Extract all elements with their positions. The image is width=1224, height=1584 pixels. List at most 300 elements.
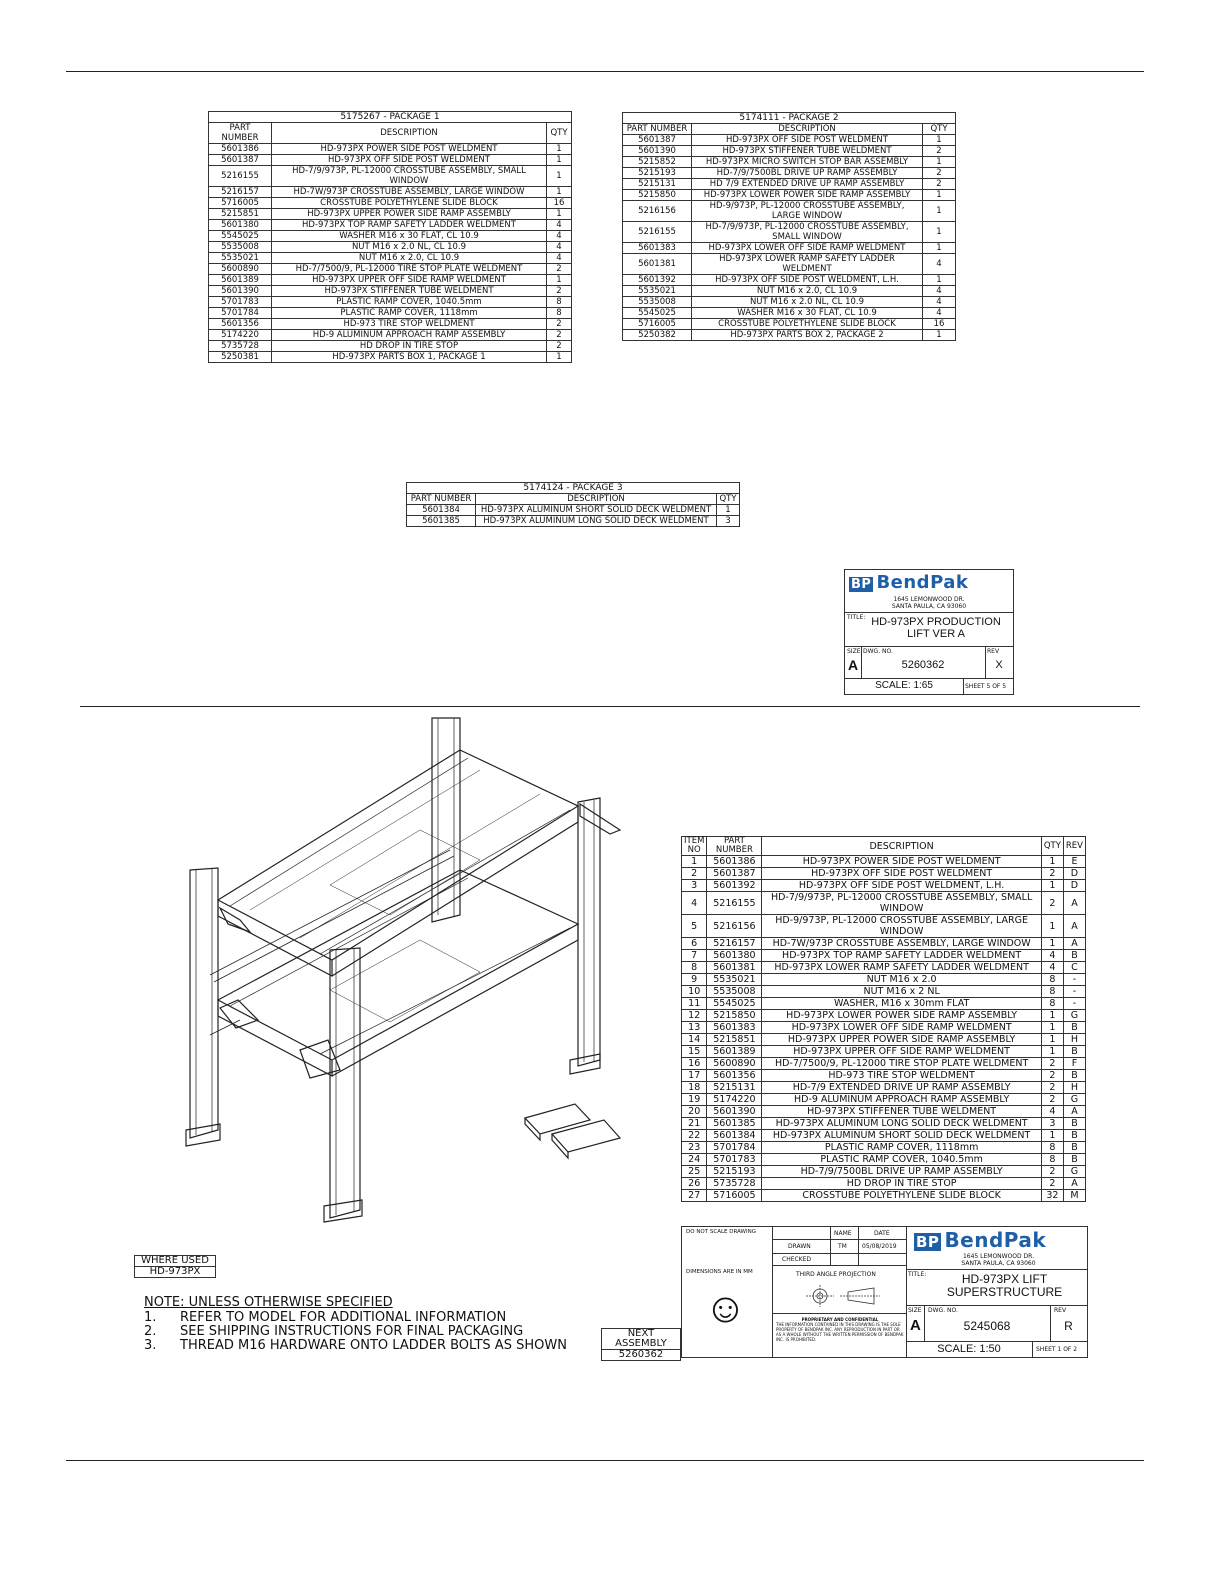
table-cell: HD-9/973P, PL-12000 CROSSTUBE ASSEMBLY, LARGE WINDOW <box>692 201 923 222</box>
table-row <box>682 938 1086 950</box>
table-cell: 5216156 <box>707 915 762 938</box>
table-cell: 5701783 <box>209 297 272 308</box>
middle-rule <box>80 706 1140 707</box>
table-cell: 16 <box>682 1058 707 1070</box>
table-cell: B <box>1063 950 1085 962</box>
table-cell: WASHER, M16 x 30mm FLAT <box>762 998 1041 1010</box>
table-cell: 8 <box>1041 986 1063 998</box>
table-cell: 2 <box>682 868 707 880</box>
table-cell: 1 <box>547 275 572 286</box>
drawing-title-line-1: HD-973PX PRODUCTION <box>871 616 1001 628</box>
table-cell: G <box>1063 1094 1085 1106</box>
note-number: 1. <box>144 1310 157 1325</box>
table-cell: 5601380 <box>209 220 272 231</box>
table-cell: 8 <box>1041 1142 1063 1154</box>
table-cell: 4 <box>1041 962 1063 974</box>
table-cell: A <box>1063 1106 1085 1118</box>
table-cell: D <box>1063 880 1085 892</box>
table-cell: HD-973PX OFF SIDE POST WELDMENT <box>762 868 1041 880</box>
table-cell: A <box>1063 892 1085 915</box>
table-cell: 8 <box>682 962 707 974</box>
table-cell: NUT M16 x 2.0, CL 10.9 <box>272 253 547 264</box>
table-cell: 5601387 <box>623 135 692 146</box>
table-cell: 1 <box>923 243 956 254</box>
table-cell: 8 <box>547 297 572 308</box>
table-cell: 5216157 <box>209 187 272 198</box>
drawn-label: DRAWN <box>788 1243 811 1250</box>
table-cell: 1 <box>547 187 572 198</box>
table-cell: 25 <box>682 1166 707 1178</box>
table-cell: 1 <box>923 135 956 146</box>
table-cell: HD-7W/973P CROSSTUBE ASSEMBLY, LARGE WINDOW <box>762 938 1041 950</box>
table-cell: 5250382 <box>623 330 692 341</box>
col-qty: QTY <box>717 494 740 505</box>
note-text: SEE SHIPPING INSTRUCTIONS FOR FINAL PACKAGING <box>180 1324 524 1339</box>
table-row <box>623 330 956 341</box>
table-row <box>209 220 572 231</box>
drawn-name: TM <box>838 1243 847 1250</box>
table-cell: 1 <box>1041 1010 1063 1022</box>
table-cell: 11 <box>682 998 707 1010</box>
table-cell: 1 <box>547 155 572 166</box>
table-row <box>623 168 956 179</box>
table-cell: 1 <box>923 222 956 243</box>
table-cell: CROSSTUBE POLYETHYLENE SLIDE BLOCK <box>692 319 923 330</box>
address-line-1: 1645 LEMONWOOD DR. <box>962 1253 1035 1260</box>
col-description: DESCRIPTION <box>476 494 717 505</box>
table-cell: 26 <box>682 1178 707 1190</box>
table-cell: HD-973PX ALUMINUM LONG SOLID DECK WELDMENT <box>762 1118 1041 1130</box>
col-part-number: PART NUMBER <box>209 123 272 144</box>
table-cell: 5535008 <box>209 242 272 253</box>
table-cell: HD-973PX PARTS BOX 2, PACKAGE 2 <box>692 330 923 341</box>
table-cell: HD-973PX UPPER POWER SIDE RAMP ASSEMBLY <box>272 209 547 220</box>
table-cell: HD-973PX LOWER POWER SIDE RAMP ASSEMBLY <box>692 190 923 201</box>
table-cell: 1 <box>1041 880 1063 892</box>
table-cell: - <box>1063 986 1085 998</box>
dwg-no-value: 5260362 <box>901 659 945 671</box>
table-cell: A <box>1063 915 1085 938</box>
table-cell: D <box>1063 868 1085 880</box>
table-cell: HD-973PX MICRO SWITCH STOP BAR ASSEMBLY <box>692 157 923 168</box>
table-cell: 21 <box>682 1118 707 1130</box>
next-assembly-value: 5260362 <box>602 1350 681 1361</box>
table-row <box>682 1118 1086 1130</box>
table-cell: HD-973PX OFF SIDE POST WELDMENT, L.H. <box>692 275 923 286</box>
dwg-no-value: 5245068 <box>963 1319 1011 1333</box>
table-cell: 2 <box>547 330 572 341</box>
table-cell: G <box>1063 1010 1085 1022</box>
table-cell: 2 <box>547 341 572 352</box>
table-cell: 5601383 <box>707 1022 762 1034</box>
table-cell: 3 <box>717 516 740 527</box>
next-assembly-label: NEXT ASSEMBLY <box>602 1329 681 1350</box>
table-cell: B <box>1063 1118 1085 1130</box>
table-cell: 5535021 <box>209 253 272 264</box>
package-3-title: 5174124 - PACKAGE 3 <box>407 483 740 494</box>
table-row <box>682 1166 1086 1178</box>
table-cell: 9 <box>682 974 707 986</box>
table-cell: 5601392 <box>623 275 692 286</box>
table-cell: 1 <box>547 166 572 187</box>
size-label: SIZE <box>908 1307 922 1314</box>
note-number: 3. <box>144 1338 157 1353</box>
table-cell: 18 <box>682 1082 707 1094</box>
table-cell: 5215193 <box>707 1166 762 1178</box>
table-row <box>209 264 572 275</box>
table-cell: 5216156 <box>623 201 692 222</box>
table-cell: 16 <box>547 198 572 209</box>
table-cell: 19 <box>682 1094 707 1106</box>
table-row <box>407 516 740 527</box>
table-cell: 2 <box>1041 1166 1063 1178</box>
table-row <box>209 242 572 253</box>
col-rev: REV <box>1063 837 1085 856</box>
table-cell: 15 <box>682 1046 707 1058</box>
table-cell: 4 <box>923 308 956 319</box>
table-cell: 5535008 <box>623 297 692 308</box>
table-cell: 1 <box>1041 1034 1063 1046</box>
table-cell: 5735728 <box>209 341 272 352</box>
sheet-value: SHEET 5 OF 5 <box>965 683 1007 690</box>
table-row <box>623 201 956 222</box>
table-cell: 1 <box>923 190 956 201</box>
table-cell: 5545025 <box>707 998 762 1010</box>
table-cell: HD-973PX ALUMINUM SHORT SOLID DECK WELDMENT <box>476 505 717 516</box>
table-row <box>623 275 956 286</box>
note-text: REFER TO MODEL FOR ADDITIONAL INFORMATION <box>180 1310 507 1325</box>
table-cell: HD-973PX OFF SIDE POST WELDMENT <box>692 135 923 146</box>
table-cell: HD-973PX OFF SIDE POST WELDMENT <box>272 155 547 166</box>
table-cell: 2 <box>1041 1058 1063 1070</box>
table-cell: 5601381 <box>707 962 762 974</box>
table-cell: 6 <box>682 938 707 950</box>
title-label: TITLE: <box>908 1271 927 1278</box>
table-cell: 4 <box>682 892 707 915</box>
table-row <box>682 856 1086 868</box>
table-cell: 2 <box>1041 1070 1063 1082</box>
table-row <box>682 1130 1086 1142</box>
table-cell: 1 <box>1041 1130 1063 1142</box>
rev-value: R <box>1064 1319 1073 1333</box>
table-cell: HD-973PX LOWER POWER SIDE RAMP ASSEMBLY <box>762 1010 1041 1022</box>
table-cell: 5 <box>682 915 707 938</box>
col-part-number: PART NUMBER <box>623 124 692 135</box>
rev-label: REV <box>987 648 1000 655</box>
name-label: NAME <box>834 1230 852 1237</box>
scale-value: SCALE: 1:65 <box>875 680 933 691</box>
package-2-table <box>622 112 956 341</box>
table-cell: 1 <box>1041 938 1063 950</box>
table-cell: HD-973PX TOP RAMP SAFETY LADDER WELDMENT <box>762 950 1041 962</box>
table-cell: A <box>1063 1178 1085 1190</box>
table-cell: 5216155 <box>209 166 272 187</box>
table-row <box>682 1142 1086 1154</box>
table-row <box>682 1082 1086 1094</box>
next-assembly-table <box>601 1328 681 1361</box>
table-cell: 5545025 <box>623 308 692 319</box>
package-2-title: 5174111 - PACKAGE 2 <box>623 113 956 124</box>
table-cell: HD-7/9/973P, PL-12000 CROSSTUBE ASSEMBLY, SMALL WINDOW <box>692 222 923 243</box>
table-row <box>209 155 572 166</box>
col-description: DESCRIPTION <box>762 837 1041 856</box>
table-cell: 1 <box>717 505 740 516</box>
address-line-1: 1645 LEMONWOOD DR. <box>893 596 965 603</box>
table-row <box>682 1094 1086 1106</box>
bendpak-logo-text: BendPak <box>876 572 969 593</box>
table-cell: HD-973PX LOWER OFF SIDE RAMP WELDMENT <box>692 243 923 254</box>
table-cell: WASHER M16 x 30 FLAT, CL 10.9 <box>692 308 923 319</box>
table-row <box>209 308 572 319</box>
item-bom-table <box>681 836 1086 1202</box>
table-cell: 5216155 <box>707 892 762 915</box>
table-row <box>682 880 1086 892</box>
table-cell: 1 <box>923 201 956 222</box>
table-cell: 2 <box>923 146 956 157</box>
table-cell: 4 <box>547 231 572 242</box>
note-item <box>144 1339 567 1353</box>
package-1-title: 5175267 - PACKAGE 1 <box>209 112 572 123</box>
table-cell: M <box>1063 1190 1085 1202</box>
table-row <box>209 187 572 198</box>
table-cell: HD-7/9/973P, PL-12000 CROSSTUBE ASSEMBLY, SMALL WINDOW <box>272 166 547 187</box>
table-row <box>682 1154 1086 1166</box>
table-cell: PLASTIC RAMP COVER, 1118mm <box>762 1142 1041 1154</box>
title-label: TITLE: <box>847 614 866 621</box>
package-3-rows <box>407 505 740 527</box>
table-cell: HD-9 ALUMINUM APPROACH RAMP ASSEMBLY <box>272 330 547 341</box>
dimensions-note: DIMENSIONS ARE IN MM <box>686 1269 753 1275</box>
table-cell: 2 <box>547 319 572 330</box>
item-bom-rows <box>682 856 1086 1202</box>
rev-value: X <box>995 659 1003 671</box>
smiley-icon: ☺ <box>704 1284 747 1331</box>
table-cell: 5215131 <box>707 1082 762 1094</box>
table-row <box>682 1178 1086 1190</box>
table-cell: 5215850 <box>623 190 692 201</box>
table-cell: 8 <box>1041 998 1063 1010</box>
table-cell: HD-7/7500/9, PL-12000 TIRE STOP PLATE WELDMENT <box>272 264 547 275</box>
table-row <box>682 1046 1086 1058</box>
table-cell: HD-973PX UPPER OFF SIDE RAMP WELDMENT <box>762 1046 1041 1058</box>
note-number: 2. <box>144 1324 157 1339</box>
rev-label: REV <box>1054 1307 1067 1314</box>
table-cell: 5601390 <box>623 146 692 157</box>
table-cell: CROSSTUBE POLYETHYLENE SLIDE BLOCK <box>762 1190 1041 1202</box>
table-cell: B <box>1063 1154 1085 1166</box>
bendpak-logo <box>849 572 968 593</box>
table-cell: 1 <box>923 157 956 168</box>
table-row <box>623 135 956 146</box>
table-cell: HD 7/9 EXTENDED DRIVE UP RAMP ASSEMBLY <box>692 179 923 190</box>
table-row <box>209 144 572 155</box>
lift-isometric-drawing <box>180 710 660 1230</box>
table-row <box>682 950 1086 962</box>
table-cell: 5601392 <box>707 880 762 892</box>
table-cell: NUT M16 x 2.0 NL, CL 10.9 <box>272 242 547 253</box>
table-cell: C <box>1063 962 1085 974</box>
package-1-rows <box>209 144 572 363</box>
table-cell: H <box>1063 1034 1085 1046</box>
notes-heading: NOTE: UNLESS OTHERWISE SPECIFIED <box>144 1295 393 1310</box>
table-row <box>623 190 956 201</box>
table-cell: 2 <box>1041 1082 1063 1094</box>
table-cell: 5601389 <box>209 275 272 286</box>
table-row <box>623 319 956 330</box>
table-cell: B <box>1063 1130 1085 1142</box>
package-2-rows <box>623 135 956 341</box>
top-rule <box>66 71 1144 72</box>
table-cell: 24 <box>682 1154 707 1166</box>
table-cell: HD DROP IN TIRE STOP <box>762 1178 1041 1190</box>
table-row <box>407 505 740 516</box>
table-cell: 4 <box>1041 1106 1063 1118</box>
table-cell: PLASTIC RAMP COVER, 1040.5mm <box>762 1154 1041 1166</box>
table-cell: 5215851 <box>707 1034 762 1046</box>
address-line-2: SANTA PAULA, CA 93060 <box>891 603 967 610</box>
col-description: DESCRIPTION <box>692 124 923 135</box>
projection-label: THIRD ANGLE PROJECTION <box>796 1271 876 1278</box>
table-cell: 5716005 <box>623 319 692 330</box>
table-cell: HD-7/7500/9, PL-12000 TIRE STOP PLATE WELDMENT <box>762 1058 1041 1070</box>
table-cell: HD-973PX OFF SIDE POST WELDMENT, L.H. <box>762 880 1041 892</box>
table-row <box>209 330 572 341</box>
table-cell: 5601385 <box>407 516 476 527</box>
table-row <box>209 253 572 264</box>
table-cell: 2 <box>1041 868 1063 880</box>
col-qty: QTY <box>547 123 572 144</box>
do-not-scale: DO NOT SCALE DRAWING <box>686 1229 756 1235</box>
sheet-value: SHEET 1 OF 2 <box>1036 1346 1078 1353</box>
date-label: DATE <box>874 1230 890 1237</box>
bendpak-logo-text: BendPak <box>944 1228 1047 1252</box>
table-cell: E <box>1063 856 1085 868</box>
table-cell: 5601387 <box>707 868 762 880</box>
table-cell: 5601380 <box>707 950 762 962</box>
table-cell: HD-973PX UPPER POWER SIDE RAMP ASSEMBLY <box>762 1034 1041 1046</box>
table-row <box>623 157 956 168</box>
table-cell: NUT M16 x 2 NL <box>762 986 1041 998</box>
third-angle-projection-icon <box>804 1285 884 1307</box>
table-cell: 27 <box>682 1190 707 1202</box>
table-cell: 5601356 <box>707 1070 762 1082</box>
table-row <box>623 222 956 243</box>
table-cell: 22 <box>682 1130 707 1142</box>
table-cell: HD-973PX STIFFENER TUBE WELDMENT <box>692 146 923 157</box>
bendpak-logo-mark: BP <box>916 1233 940 1251</box>
table-cell: NUT M16 x 2.0 <box>762 974 1041 986</box>
table-row <box>209 198 572 209</box>
table-cell: - <box>1063 974 1085 986</box>
table-cell: 17 <box>682 1070 707 1082</box>
table-row <box>682 1058 1086 1070</box>
drawing-title-line-2: LIFT VER A <box>907 628 965 640</box>
table-cell: 23 <box>682 1142 707 1154</box>
note-item <box>144 1311 567 1325</box>
proprietary-title: PROPRIETARY AND CONFIDENTIAL <box>801 1317 879 1322</box>
table-cell: 5215850 <box>707 1010 762 1022</box>
where-used-table <box>134 1255 216 1278</box>
size-value: A <box>910 1317 921 1334</box>
table-cell: 4 <box>923 254 956 275</box>
drawing-title-line-1: HD-973PX LIFT <box>961 1272 1048 1286</box>
table-cell: 5601386 <box>209 144 272 155</box>
table-cell: 1 <box>923 275 956 286</box>
table-cell: HD-973PX STIFFENER TUBE WELDMENT <box>272 286 547 297</box>
table-cell: CROSSTUBE POLYETHYLENE SLIDE BLOCK <box>272 198 547 209</box>
col-part-number: PART NUMBER <box>707 837 762 856</box>
col-item-no: ITEM NO <box>682 837 707 856</box>
note-text: THREAD M16 HARDWARE ONTO LADDER BOLTS AS SHOWN <box>180 1338 567 1353</box>
table-cell: 5601384 <box>407 505 476 516</box>
address-line-2: SANTA PAULA, CA 93060 <box>961 1260 1036 1267</box>
notes-block <box>144 1296 567 1353</box>
table-cell: A <box>1063 938 1085 950</box>
table-cell: B <box>1063 1046 1085 1058</box>
table-cell: 4 <box>923 297 956 308</box>
table-cell: 5601381 <box>623 254 692 275</box>
table-cell: 3 <box>1041 1118 1063 1130</box>
table-cell: 5701784 <box>707 1142 762 1154</box>
table-row <box>209 231 572 242</box>
table-cell: 12 <box>682 1010 707 1022</box>
table-row <box>682 892 1086 915</box>
table-cell: 4 <box>547 242 572 253</box>
table-cell: 5735728 <box>707 1178 762 1190</box>
table-cell: 5535008 <box>707 986 762 998</box>
proprietary-text: THE INFORMATION CONTAINED IN THIS DRAWING IS THE SOLE PROPERTY OF BENDPAK INC. ANY REPRODUCTION IN PART OR AS A WHOLE WITHOUT THE WRITTEN PERMISSION OF BENDPAK INC. IS PROHIBITED. <box>776 1322 904 1342</box>
table-cell: 1 <box>1041 856 1063 868</box>
table-cell: 5215852 <box>623 157 692 168</box>
table-cell: 7 <box>682 950 707 962</box>
table-row <box>682 1106 1086 1118</box>
table-cell: 14 <box>682 1034 707 1046</box>
table-row <box>209 341 572 352</box>
bendpak-logo <box>914 1228 1046 1252</box>
table-cell: HD-973 TIRE STOP WELDMENT <box>272 319 547 330</box>
table-cell: HD-973PX LOWER OFF SIDE RAMP WELDMENT <box>762 1022 1041 1034</box>
table-cell: 2 <box>547 286 572 297</box>
table-cell: 5174220 <box>707 1094 762 1106</box>
table-cell: 2 <box>547 264 572 275</box>
size-label: SIZE <box>847 648 861 655</box>
table-row <box>209 209 572 220</box>
table-row <box>209 319 572 330</box>
table-cell: 4 <box>547 253 572 264</box>
table-cell: 5174220 <box>209 330 272 341</box>
package-3-table <box>406 482 740 527</box>
table-row <box>623 179 956 190</box>
table-cell: HD-973PX TOP RAMP SAFETY LADDER WELDMENT <box>272 220 547 231</box>
table-row <box>209 352 572 363</box>
table-cell: 2 <box>1041 1178 1063 1190</box>
table-row <box>209 166 572 187</box>
table-cell: 1 <box>1041 1022 1063 1034</box>
table-row <box>682 974 1086 986</box>
notes-list <box>144 1311 567 1353</box>
table-cell: HD-973PX POWER SIDE POST WELDMENT <box>272 144 547 155</box>
table-cell: 8 <box>1041 1154 1063 1166</box>
table-cell: HD-973 TIRE STOP WELDMENT <box>762 1070 1041 1082</box>
table-cell: 1 <box>1041 1046 1063 1058</box>
col-qty: QTY <box>1041 837 1063 856</box>
table-row <box>623 146 956 157</box>
table-cell: HD DROP IN TIRE STOP <box>272 341 547 352</box>
drawing-title-line-2: SUPERSTRUCTURE <box>946 1285 1063 1299</box>
col-description: DESCRIPTION <box>272 123 547 144</box>
table-cell: HD-7/9/973P, PL-12000 CROSSTUBE ASSEMBLY, SMALL WINDOW <box>762 892 1041 915</box>
table-row <box>682 998 1086 1010</box>
